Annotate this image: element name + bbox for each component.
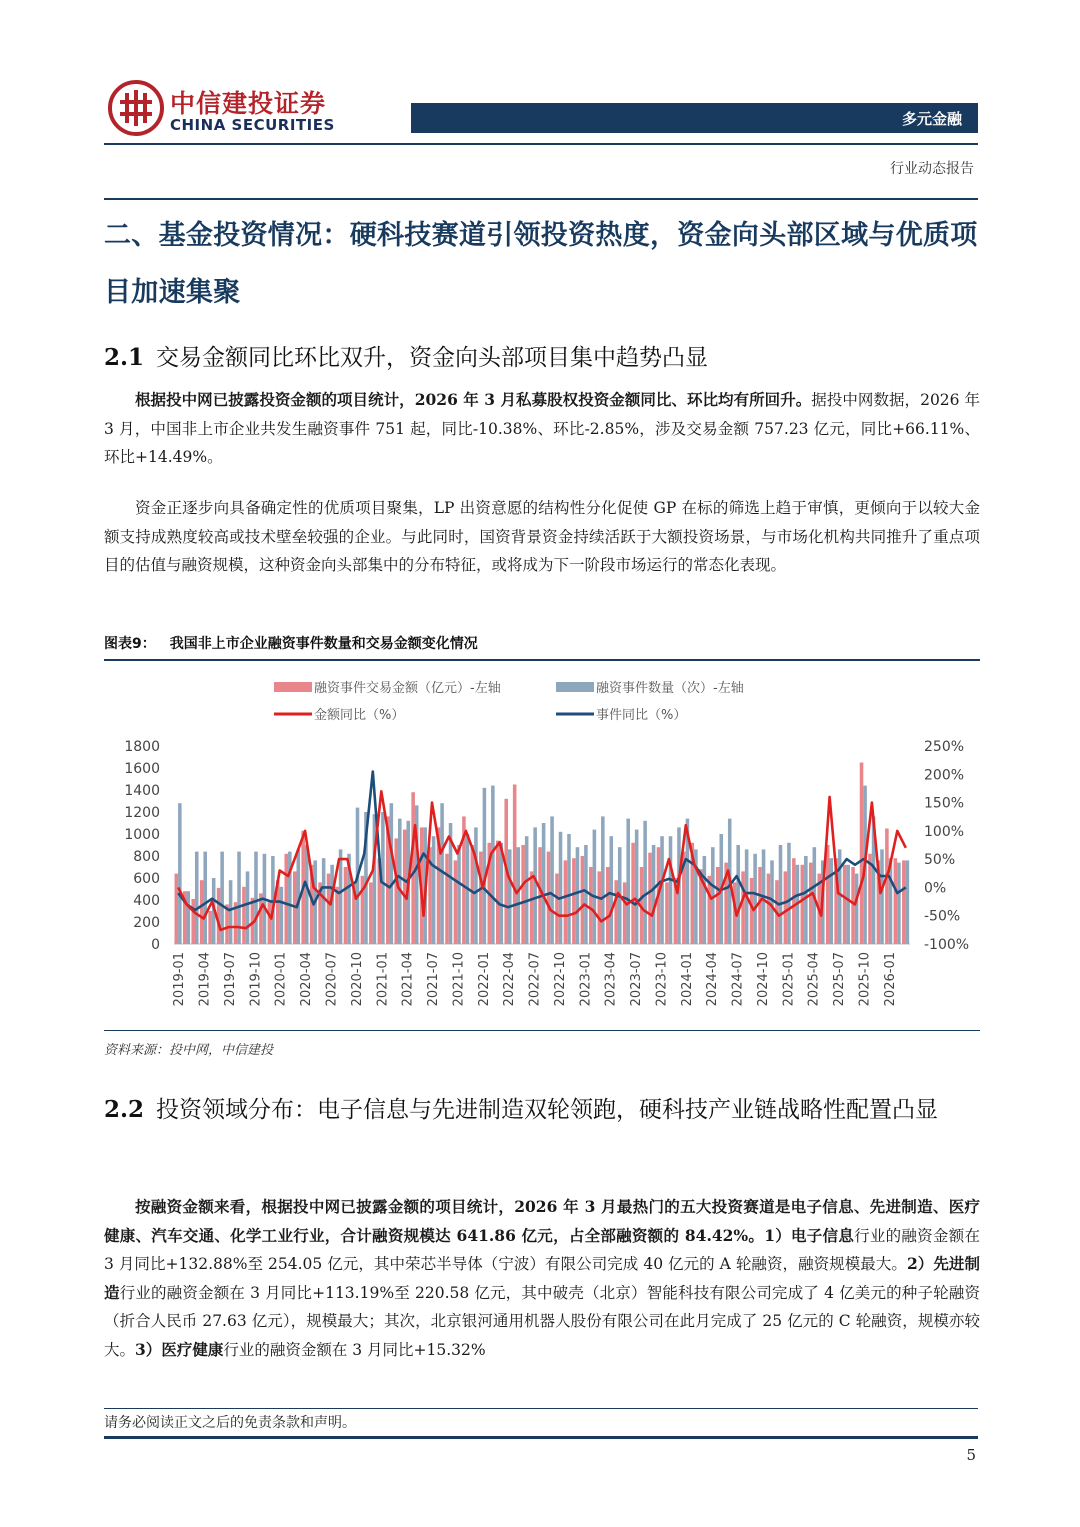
count-bar [187,891,191,944]
item-number: 1） [764,1225,792,1245]
x-axis-tick-label: 2025-10 [857,952,873,1007]
count-bar [508,849,512,944]
x-axis-tick-label: 2022-01 [476,952,492,1007]
amount-bar [631,843,635,944]
count-bar [846,865,850,944]
right-axis-tick-label: 0% [924,880,947,897]
count-bar [525,836,529,944]
count-bar [322,858,326,944]
amount-bar [868,854,872,944]
amount-bar [665,882,669,944]
count-bar [601,816,605,944]
count-bar [559,832,563,944]
paragraph-2-1-b: 资金正逐步向具备确定性的优质项目聚集，LP 出资意愿的结构性分化促使 GP 在标的筛选上趋于审慎，更倾向于以较大金额支持成熟度较高或技术壁垒较强的企业。与此同时，国资背景资金持续活跃于大额投资场景，与市场化机构共同推升了重点项目的估值与融资规模，这种资金向头部集中的分布特征，或将成为下一阶段市场运行的常态化表现。 [104,499,980,574]
count-bar [474,827,478,944]
x-axis-tick-label: 2025-07 [832,952,848,1007]
amount-bar [521,845,525,944]
amount-bar [623,882,627,944]
legend-label-amount-yoy: 金额同比（%） [314,708,405,723]
legend-label-count-yoy: 事件同比（%） [596,708,687,723]
count-bar [533,827,537,944]
amount-bar [741,871,745,944]
amount-bar [454,860,458,944]
count-bar [779,845,783,944]
x-axis-tick-label: 2024-01 [679,952,695,1007]
chart-legend [274,680,744,723]
legend-label-amount: 融资事件交易金额（亿元）-左轴 [314,681,501,696]
legend-label-count: 融资事件数量（次）-左轴 [596,681,744,696]
amount-bar [496,841,500,944]
x-axis-tick-label: 2021-10 [451,952,467,1007]
amount-bar [547,852,551,944]
amount-bar [581,856,585,944]
amount-bar [885,829,889,945]
figure-bottom-rule [104,1030,980,1031]
x-axis-tick-label: 2025-01 [781,952,797,1007]
count-bar [203,852,207,944]
count-bar [855,874,859,944]
x-axis-tick-label: 2021-01 [375,952,391,1007]
amount-bar [860,763,864,945]
count-bar [195,852,199,944]
amount-bar [200,880,204,944]
count-bar [626,819,630,944]
item-keyword: 电子信息 [791,1225,855,1245]
amount-bar [564,860,568,944]
right-axis-tick-label: 250% [924,739,965,755]
amount-bar [648,853,652,944]
count-bar [432,836,436,944]
left-axis-tick-label: 1600 [124,761,160,777]
x-axis-tick-label: 2021-07 [426,952,442,1007]
count-bar [652,845,656,944]
item-text: 行业的融资金额在 3 月同比+15.32% [223,1340,486,1359]
left-axis-tick-label: 0 [151,937,160,953]
count-bar [736,845,740,944]
count-bar [280,887,284,944]
amount-bar [284,854,288,944]
count-bar [516,847,520,944]
subsection-2-2-title [104,1082,984,1138]
x-axis-tick-label: 2020-10 [349,952,365,1007]
right-axis-tick-label: -50% [924,908,961,925]
amount-bar [555,874,559,944]
left-axis-tick-label: 1400 [124,783,160,799]
count-bar [880,849,884,944]
amount-bar [445,854,449,944]
left-axis-tick-label: 1200 [124,805,160,821]
x-axis-tick-label: 2022-04 [502,952,518,1007]
right-axis-tick-label: 50% [924,852,956,869]
x-axis-tick-label: 2019-10 [248,952,264,1007]
amount-bar [589,867,593,944]
count-bar [229,880,233,944]
subsection-number: 2.2 [104,1096,145,1123]
paragraph-2-2 [104,1193,980,1364]
count-bar [483,788,487,944]
count-bar [584,845,588,944]
amount-bar [758,867,762,944]
count-bar [398,819,402,944]
count-bar [576,847,580,944]
count-bar [305,845,309,944]
amount-bar [394,838,398,944]
x-axis-tick-label: 2020-07 [324,952,340,1007]
amount-bar [268,902,272,944]
amount-bar [707,876,711,944]
x-axis-tick-label: 2020-01 [273,952,289,1007]
amount-bar [479,852,483,944]
paragraph-body: 据投中网数据，2026 年 3 月，中国非上市企业共发生融资事件 751 起，同比-10.38%、环比-2.85%，涉及交易金额 757.23 亿元，同比+66.11%、环比+14.49%。 [104,391,980,466]
header-divider [104,143,978,145]
count-bar [838,849,842,944]
amount-bar [513,785,517,945]
item-number: 3） [135,1339,162,1359]
left-axis-tick-label: 800 [133,849,160,865]
count-bar [770,860,774,944]
amount-bar [784,871,788,944]
count-bar [246,871,250,944]
count-bar [610,836,614,944]
count-bar [669,836,673,944]
amount-bar [767,874,771,944]
count-bar [593,830,597,944]
count-bar [254,852,258,944]
right-axis-tick-label: 100% [924,823,965,840]
amount-bar [369,882,373,944]
subsection-heading: 交易金额同比环比双升，资金向头部项目集中趋势凸显 [156,345,709,371]
count-bar [753,854,757,944]
header-bar [411,103,978,133]
amount-bar [242,887,246,944]
figure-title [104,633,492,653]
figure-label: 图表9： [104,636,156,652]
count-bar [906,860,910,944]
x-axis-tick-label: 2020-04 [299,952,315,1007]
amount-bar [614,880,618,944]
x-axis-tick-label: 2022-10 [552,952,568,1007]
legend-swatch-count [556,682,594,692]
amount-bar [572,858,576,944]
subsection-heading: 投资领域分布：电子信息与先进制造双轮领跑，硬科技产业链战略性配置凸显 [156,1097,939,1123]
x-axis-tick-label: 2024-07 [730,952,746,1007]
left-axis-tick-label: 600 [133,871,160,887]
count-bar [703,856,707,944]
x-axis-tick-label: 2023-10 [654,952,670,1007]
left-axis-tick-label: 1800 [124,739,160,755]
amount-bar [597,871,601,944]
disclaimer-note: 请务必阅读正文之后的免责条款和声明。 [104,1415,356,1431]
figure-caption: 我国非上市企业融资事件数量和交易金额变化情况 [169,636,478,652]
item-keyword: 医疗健康 [161,1339,224,1359]
amount-bar [175,874,179,944]
count-bar [897,863,901,944]
report-type: 行业动态报告 [890,161,974,177]
item-keyword: 先进制造 [104,1254,980,1302]
right-axis-tick-label: 200% [924,767,965,784]
amount-bar [606,867,610,944]
amount-bar [809,863,813,944]
figure-source: 资料来源：投中网，中信建投 [104,1043,274,1058]
section-divider [104,198,978,200]
x-axis-tick-label: 2023-01 [578,952,594,1007]
item-number: 2） [906,1254,934,1273]
x-axis-tick-label: 2021-04 [400,952,416,1007]
x-axis-tick-label: 2026-01 [882,952,898,1007]
amount-bar [411,792,415,944]
amount-bar [843,865,847,944]
amount-bar [716,867,720,944]
count-bar [643,821,647,944]
item-text: 行业的融资金额在 3 月同比+113.19%至 220.58 亿元，其中破壳（北京）智能科技有限公司完成了 4 亿美元的种子轮融资（折合人民币 27.63 亿元），规模最大；其次，北京银河通用机器人股份有限公司在此月完成了 25 亿元的 C 轮融资，规模亦较大。 [104,1283,980,1359]
figure-top-rule [104,659,980,661]
amount-bar [335,887,339,944]
x-axis-tick-label: 2019-04 [197,952,213,1007]
x-axis-tick-label: 2024-04 [705,952,721,1007]
paragraph-2-1-a [104,386,980,472]
left-axis-tick-label: 200 [133,915,160,931]
count-bar [635,830,639,944]
count-bar [390,803,394,944]
count-bar [550,816,554,944]
legend-swatch-amount [274,682,312,692]
right-axis-tick-label: -100% [924,937,970,953]
count-bar [237,852,241,944]
amount-bar [327,874,331,944]
footer-rule [104,1408,978,1409]
x-axis-tick-label: 2025-04 [806,952,822,1007]
x-axis-tick-label: 2019-01 [172,952,188,1007]
amount-bar [792,858,796,944]
amount-bar [902,860,906,944]
amount-bar [801,865,805,944]
subsection-2-1-title [104,330,984,386]
count-bar [178,803,182,944]
sector-tag: 多元金融 [901,110,962,128]
left-axis-tick-label: 1000 [124,827,160,843]
count-bar [787,843,791,944]
financing-chart [104,664,980,1030]
footer-rule-thick [104,1436,978,1439]
brand-name-en: CHINA SECURITIES [170,116,335,134]
x-axis-tick-label: 2019-07 [222,952,238,1007]
left-axis-tick-label: 400 [133,893,160,909]
x-axis-tick-label: 2023-07 [629,952,645,1007]
count-bar [567,834,571,944]
right-axis-tick-label: 150% [924,795,965,812]
x-axis-tick-label: 2023-04 [603,952,619,1007]
amount-bar [894,858,898,944]
x-axis-tick-label: 2022-07 [527,952,543,1007]
amount-bar [208,911,212,944]
amount-bar [530,871,534,944]
amount-bar [191,899,195,944]
amount-bar [344,867,348,944]
count-bar [829,858,833,944]
count-bar [457,845,461,944]
brand-name-cn: 中信建投证券 [170,89,327,118]
paragraph-lead: 根据投中网已披露投资金额的项目统计，2026 年 3 月私募股权投资金额同比、环比均有所回升。 [135,390,812,409]
section-title: 二、基金投资情况：硬科技赛道引领投资热度，资金向头部区域与优质项目加速集聚 [104,220,978,308]
paragraph-lead: 按融资金额来看，根据投中网已披露金额的项目统计，2026 年 3 月最热门的五大投资赛道是电子信息、先进制造、医疗健康、汽车交通、化学工业行业，合计融资规模达 641.86 亿元，占全部融资额的 84.42%。 [104,1197,980,1245]
amount-bar [471,845,475,944]
company-logo [108,80,164,136]
subsection-number: 2.1 [104,344,145,371]
amount-bar [403,830,407,944]
count-bar [542,823,546,944]
page-number: 5 [966,1446,976,1464]
item-text: 行业的融资金额在 3 月同比+132.88%至 254.05 亿元，其中荣芯半导体（宁波）有限公司完成 40 亿元的 A 轮融资，融资规模最大。 [104,1226,980,1273]
x-axis-tick-label: 2024-10 [755,952,771,1007]
count-bar [491,786,495,944]
